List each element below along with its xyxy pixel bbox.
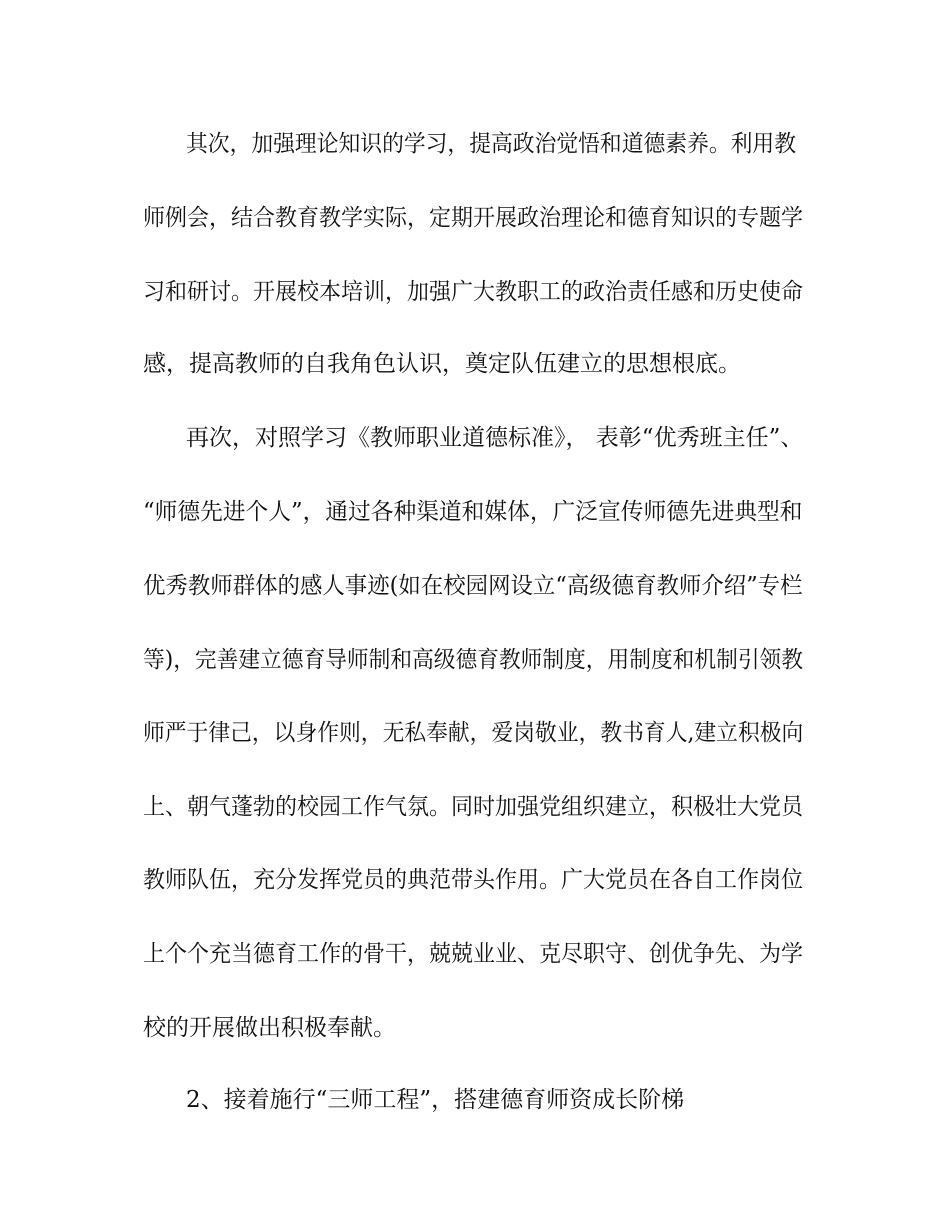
paragraph-line: 上个个充当德育工作的骨干，兢兢业业、克尽职守、创优争先、为学 bbox=[143, 941, 803, 967]
paragraph-line: 其次，加强理论知识的学习，提高政治觉悟和道德素养。利用教 bbox=[186, 131, 796, 157]
paragraph-line: 习和研讨。开展校本培训，加强广大教职工的政治责任感和历史使命 bbox=[143, 279, 803, 305]
paragraph-line: 师严于律己，以身作则，无私奉献，爱岗敬业，教书育人,建立积极向 bbox=[143, 720, 804, 746]
paragraph-line: 上、朝气蓬勃的校园工作气氛。同时加强党组织建立，积极壮大党员 bbox=[143, 794, 803, 820]
paragraph-line: 校的开展做出积极奉献。 bbox=[143, 1015, 396, 1041]
paragraph-line: “师德先进个人”，通过各种渠道和媒体，广泛宣传师德先进典型和 bbox=[143, 499, 803, 525]
paragraph-line: 等)，完善建立德育导师制和高级德育教师制度，用制度和机制引领教 bbox=[143, 647, 803, 673]
paragraph-line: 优秀教师群体的感人事迹(如在校园网设立“高级德育教师介绍”专栏 bbox=[143, 573, 803, 599]
paragraph-line: 师例会，结合教育教学实际，定期开展政治理论和德育知识的专题学 bbox=[143, 205, 803, 231]
paragraph-line: 教师队伍，充分发挥党员的典范带头作用。广大党员在各自工作岗位 bbox=[143, 867, 803, 893]
paragraph-line: 感，提高教师的自我角色认识，奠定队伍建立的思想根底。 bbox=[143, 351, 741, 377]
paragraph-line: 再次，对照学习《教师职业道德标准》， 表彰“优秀班主任”、 bbox=[186, 425, 804, 451]
section-heading: 2、接着施行“三师工程”，搭建德育师资成长阶梯 bbox=[186, 1087, 685, 1113]
